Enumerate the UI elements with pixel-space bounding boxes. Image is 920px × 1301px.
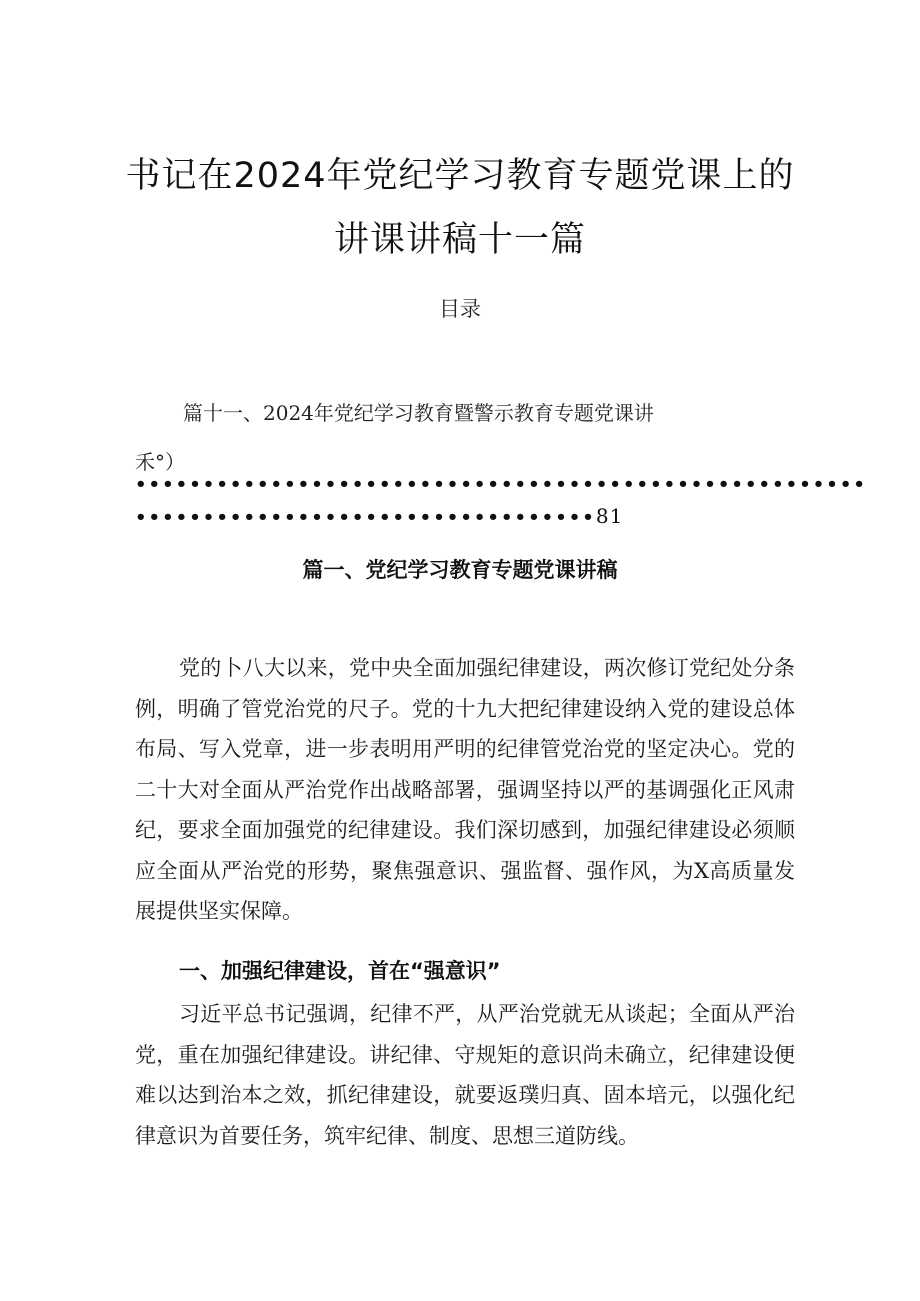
toc-page-number: 81 bbox=[595, 504, 624, 528]
document-title-line2: 讲课讲稿十一篇 bbox=[333, 220, 586, 260]
toc-entry-line1: 篇十一、2024年党纪学习教育暨警示教育专题党课讲 bbox=[183, 401, 654, 425]
section-title: 篇一、党纪学习教育专题党课讲稿 bbox=[302, 558, 618, 582]
toc-leader-row bbox=[135, 504, 623, 528]
body-paragraph-1: 党的卜八大以来，党中央全面加强纪律建设，两次修订党纪处分条例，明确了管党治党的尺子。党的十九大把纪律建设纳入党的建设总体布局、写入党章，进一步表明用严明的纪律管党治党的坚定决心。党的二十大对全面从严治党作出战略部署，强调坚持以严的基调强化正风肃纪，要求全面加强党的纪律建设。我们深切感到，加强纪律建设必须顺应全面从严治党的形势，聚焦强意识、强监督、强作风，为X高质量发展提供坚实保障。 bbox=[135, 656, 795, 923]
toc-leader-dots-2: •••••••••••••••••••••••••••••••••• bbox=[135, 507, 596, 528]
subheading-1: 一、加强纪律建设，首在“强意识” bbox=[179, 959, 501, 983]
document-title-line1: 书记在2024年党纪学习教育专题党课上的 bbox=[125, 156, 795, 196]
toc-heading: 目录 bbox=[439, 297, 481, 321]
toc-entry-line2: 禾°） bbox=[135, 450, 185, 474]
toc-leader-dots-1: •••••••••••••••••••••••••••••••••••••••••••••••••••••• bbox=[135, 474, 867, 495]
body-paragraph-2: 习近平总书记强调，纪律不严，从严治党就无从谈起；全面从严治党，重在加强纪律建设。讲纪律、守规矩的意识尚未确立，纪律建设便难以达到治本之效，抓纪律建设，就要返璞归真、固本培元，以强化纪律意识为首要任务，筑牢纪律、制度、思想三道防线。 bbox=[135, 1002, 795, 1148]
